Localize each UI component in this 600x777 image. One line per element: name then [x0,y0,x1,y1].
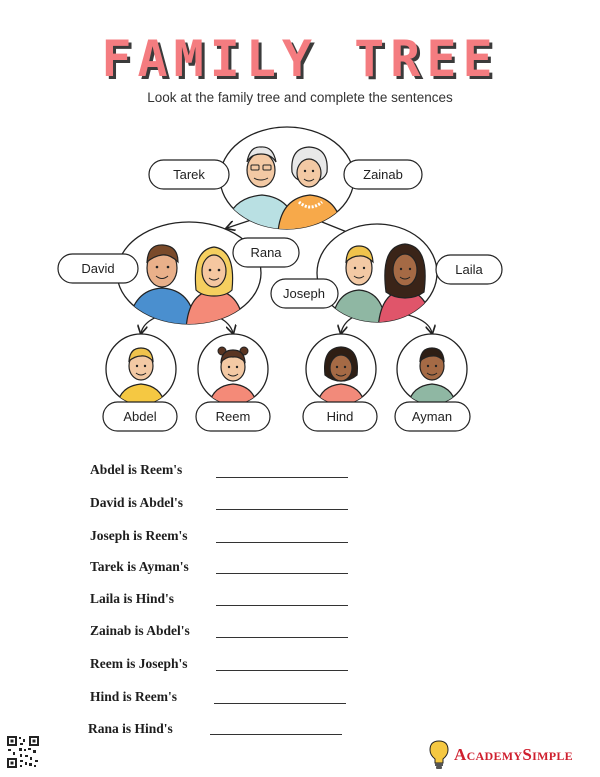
sentence-5: Laila is Hind's [90,591,175,606]
sentence-8: Hind is Reem's [90,689,178,704]
sentence-1: Abdel is Reem's [90,462,183,477]
name-zainab: Zainab [363,167,403,182]
sentence-6: Zainab is Abdel's [90,623,190,638]
name-label-laila [436,255,502,284]
name-label-joseph [271,279,338,308]
name-laila: Laila [455,262,483,277]
instructions: Look at the family tree and complete the sentences [147,90,453,105]
sentence-7: Reem is Joseph's [90,656,188,671]
answer-blank-6[interactable] [216,637,348,638]
lightbulb-icon [428,739,450,771]
abdel-portrait [106,334,176,406]
name-tarek: Tarek [173,167,205,182]
ayman-portrait [397,334,467,406]
sentence-9: Rana is Hind's [88,721,173,736]
hind-portrait [306,334,376,406]
name-label-ayman [395,402,470,431]
name-hind: Hind [326,409,354,424]
answer-blank-8[interactable] [214,703,346,704]
david-rana-portrait [117,222,261,330]
brand-logo [428,738,596,772]
name-joseph: Joseph [283,286,325,301]
name-label-reem [196,402,270,431]
name-label-david [58,254,138,283]
name-reem: Reem [215,409,251,424]
page-title: FAMILY TREE [101,30,499,88]
name-ayman: Ayman [411,409,453,424]
reem-portrait [198,334,268,406]
name-label-zainab [344,160,422,189]
name-label-rana [233,238,299,267]
grandparents-portrait [220,127,354,232]
answer-blank-5[interactable] [216,605,348,606]
name-david: David [81,261,115,276]
joseph-laila-portrait [317,224,437,330]
answer-blank-2[interactable] [216,509,348,510]
name-abdel: Abdel [123,409,157,424]
name-rana: Rana [250,245,282,260]
answer-blank-3[interactable] [216,542,348,543]
answer-blank-9[interactable] [210,734,342,735]
sentence-2: David is Abdel's [90,495,184,510]
answer-blank-4[interactable] [216,573,348,574]
sentence-4: Tarek is Ayman's [90,559,189,574]
sentence-3: Joseph is Reem's [90,528,188,543]
qr-code-icon [6,735,40,769]
name-label-hind [303,402,377,431]
answer-blank-1[interactable] [216,477,348,478]
answer-blank-7[interactable] [216,670,348,671]
name-label-abdel [103,402,177,431]
name-label-tarek [149,160,229,189]
brand-name: AcademySimple [454,745,573,764]
